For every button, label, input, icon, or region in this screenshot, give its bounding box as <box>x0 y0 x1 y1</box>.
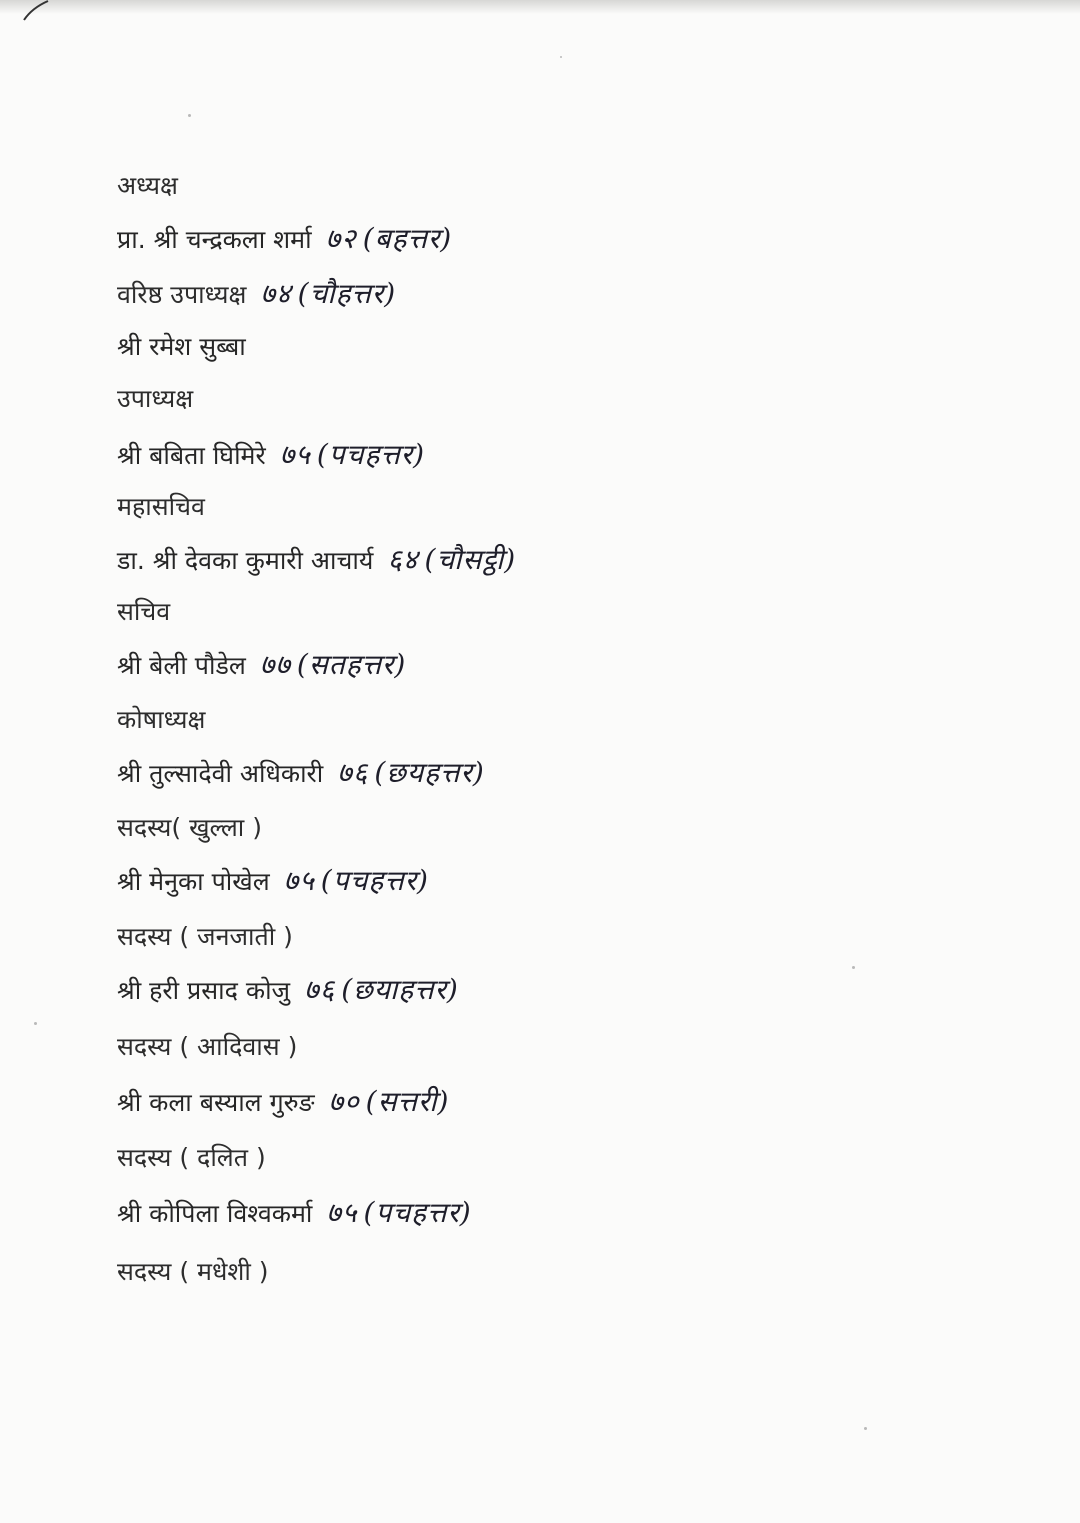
roster-line-member <box>117 217 452 261</box>
handwritten-age-note <box>260 648 407 681</box>
roster-line-member <box>117 1191 472 1235</box>
role-label: सदस्य ( जनजाती ) <box>117 922 293 951</box>
handwritten-age-words: (पचहत्तर) <box>316 438 426 471</box>
role-label: सदस्य ( मधेशी ) <box>117 1257 269 1286</box>
handwritten-age-words: (छयहत्तर) <box>374 756 485 789</box>
handwritten-age-note <box>326 222 453 255</box>
roster-line-role <box>117 1136 266 1180</box>
role-label: अध्यक्ष <box>117 171 178 200</box>
handwritten-age-number: ७५ <box>326 1196 358 1229</box>
roster-line-role <box>117 698 205 742</box>
roster-line-role <box>117 1025 297 1069</box>
member-name: डा. श्री देवका कुमारी आचार्य <box>117 546 374 575</box>
role-label: सचिव <box>117 597 171 626</box>
roster-line-member <box>117 859 429 903</box>
member-name: श्री बबिता घिमिरे <box>117 441 266 470</box>
handwritten-age-number: ७६ <box>337 756 369 789</box>
role-label: उपाध्यक्ष <box>117 384 194 413</box>
handwritten-age-words: (सतहत्तर) <box>296 648 407 681</box>
handwritten-age-words: (पचहत्तर) <box>363 1196 472 1229</box>
handwritten-age-note <box>260 277 396 310</box>
roster-line-member <box>117 968 459 1012</box>
roster-line-role <box>117 1250 269 1294</box>
role-label: सदस्य( खुल्ला ) <box>117 813 262 842</box>
member-name: प्रा. श्री चन्द्रकला शर्मा <box>117 225 312 254</box>
roster-line-role <box>117 915 293 959</box>
handwritten-age-note <box>329 1085 450 1118</box>
member-name: श्री मेनुका पोखेल <box>117 867 270 896</box>
handwritten-age-words: (छयाहत्तर) <box>341 973 459 1006</box>
role-label: महासचिव <box>117 492 205 521</box>
roster-line-role <box>117 377 193 421</box>
handwritten-age-number: ७४ <box>260 277 292 310</box>
member-name: श्री तुल्सादेवी अधिकारी <box>117 759 324 788</box>
role-label: कोषाध्यक्ष <box>117 705 206 734</box>
handwritten-age-note <box>387 543 516 576</box>
role-label: वरिष्ठ उपाध्यक्ष <box>117 280 247 309</box>
roster-line-role <box>117 590 170 634</box>
roster-line-role <box>117 272 396 316</box>
member-name: श्री कोपिला विश्वकर्मा <box>117 1199 313 1228</box>
member-name: श्री हरी प्रसाद कोजु <box>117 976 291 1005</box>
roster-line-member <box>117 538 516 582</box>
role-label: सदस्य ( दलित ) <box>117 1143 266 1172</box>
roster-line-member <box>117 643 406 687</box>
roster-line-role <box>117 485 205 529</box>
roster-line-role <box>117 164 178 208</box>
roster-line-member <box>117 325 246 369</box>
handwritten-age-words: (बहत्तर) <box>362 222 453 255</box>
member-name: श्री कला बस्याल गुरुङ <box>117 1088 315 1117</box>
handwritten-age-number: ७० <box>328 1085 360 1118</box>
handwritten-age-note <box>304 973 459 1006</box>
roster-line-member <box>117 751 485 795</box>
handwritten-age-note <box>280 438 425 471</box>
roster-line-role <box>117 806 262 850</box>
roster-line-member <box>117 1080 449 1124</box>
handwritten-age-number: ७७ <box>259 648 291 681</box>
handwritten-age-number: ७५ <box>279 438 311 471</box>
handwritten-age-words: (पचहत्तर) <box>320 864 429 897</box>
handwritten-age-note <box>337 756 485 789</box>
handwritten-age-number: ७५ <box>283 864 315 897</box>
handwritten-age-number: ६४ <box>387 543 419 576</box>
member-name: श्री बेली पौडेल <box>117 651 246 680</box>
handwritten-age-words: (चौहत्तर) <box>297 277 397 310</box>
role-label: सदस्य ( आदिवास ) <box>117 1032 298 1061</box>
handwritten-age-number: ७२ <box>325 222 357 255</box>
handwritten-age-words: (सत्तरी) <box>365 1085 450 1118</box>
handwritten-age-note <box>284 864 429 897</box>
roster-line-member <box>117 433 425 477</box>
handwritten-age-number: ७६ <box>304 973 336 1006</box>
handwritten-age-note <box>326 1196 471 1229</box>
member-name: श्री रमेश सुब्बा <box>117 332 246 361</box>
handwritten-age-words: (चौसट्ठी) <box>424 543 517 576</box>
